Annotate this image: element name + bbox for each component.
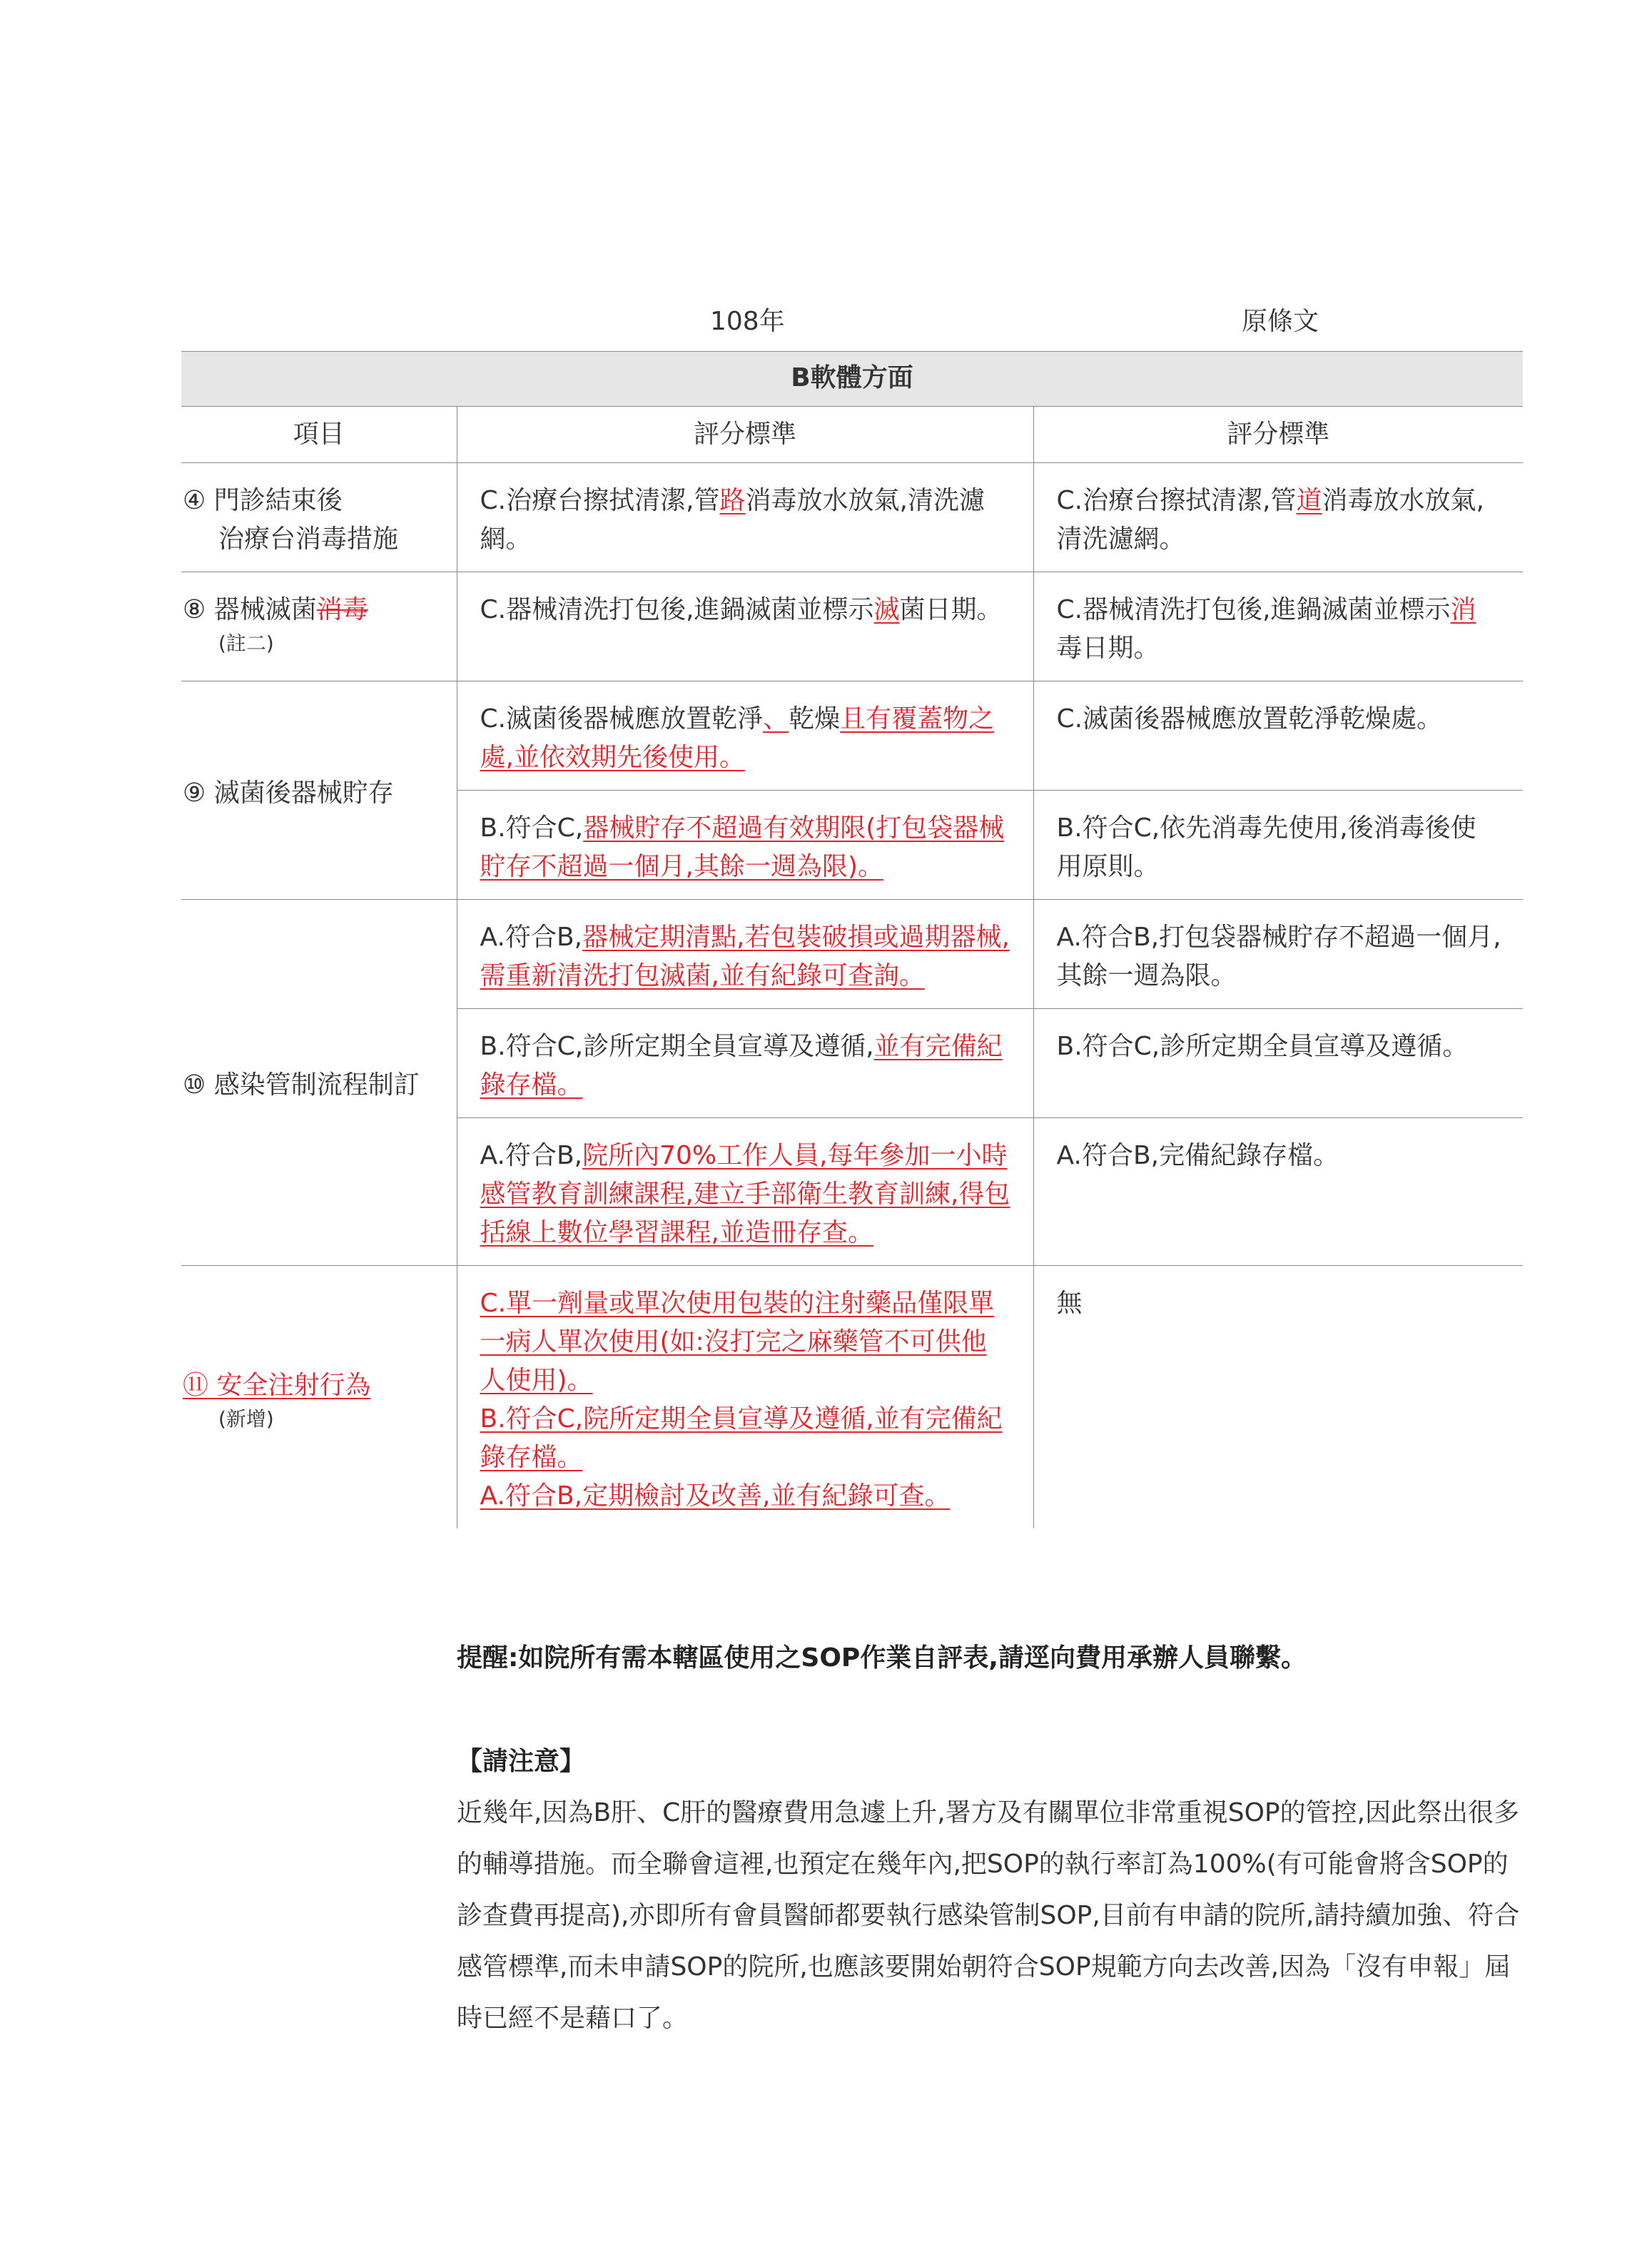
item-cell: ⑩ 感染管制流程制訂 [181,900,457,1266]
criteria-orig-cell: A.符合B,打包袋器械貯存不超過一個月,其餘一週為限。 [1033,900,1523,1009]
text: C.器械清洗打包後,進鍋滅菌並標示 [1056,595,1451,624]
item-cell: ⑨ 滅菌後器械貯存 [181,681,457,900]
notice-heading: 【請注意】 [457,1747,586,1776]
criteria-108-cell [457,791,1033,900]
changed-text: 且有覆蓋物之處,並依效期先後使用。 [480,704,995,772]
criteria-108-cell [457,681,1033,791]
text: 菌日期。 [899,595,1003,624]
item-label: 門診結束後 [213,486,343,515]
criteria-table [181,351,1523,1528]
item-number: ④ [183,486,206,515]
text: B.符合C,診所定期全員宣導及遵循, [480,1032,874,1061]
item-cell [181,463,457,572]
text: 毒日期。 [1056,634,1160,663]
changed-text: B.符合C,院所定期全員宣導及遵循,並有完備紀錄存檔。 [480,1404,1003,1472]
table-row [181,572,1523,681]
changed-text: 、 [763,704,789,734]
text: C.治療台擦拭清潔,管 [480,486,720,515]
table-row [181,900,1523,1009]
table-row [181,1266,1523,1529]
column-header-row [181,407,1523,463]
col-criteria-108-header: 評分標準 [457,407,1033,463]
criteria-orig-cell: B.符合C,依先消毒先使用,後消毒後使用原則。 [1033,791,1523,900]
item-label: 器械滅菌 [213,595,317,624]
criteria-108-cell [457,463,1033,572]
item-note: (註二) [218,631,274,655]
item-number: ⑧ [183,595,206,624]
changed-text: 消 [1450,595,1476,624]
item-label: ⑪ 安全注射行為 [183,1371,371,1400]
deleted-text: 消毒 [316,595,368,624]
text: 乾燥 [789,704,841,734]
item-line-2: 治療台消毒措施 [218,524,399,554]
item-cell [181,572,457,681]
changed-text: 滅 [873,595,900,624]
section-title: B軟體方面 [181,352,1523,407]
text: A.符合B, [480,923,583,952]
changed-text: 院所內70%工作人員,每年參加一小時感管教育訓練課程,建立手部衛生教育訓練,得包括線上數位學習課程,並造冊存查。 [480,1141,1010,1247]
criteria-108-cell [457,900,1033,1009]
item-line [183,482,450,520]
criteria-108-cell [457,1009,1033,1118]
changed-text: 路 [719,486,746,515]
criteria-108-cell [457,1118,1033,1266]
text: C.滅菌後器械應放置乾淨 [480,704,764,734]
item-cell [181,1266,457,1529]
text: C.治療台擦拭清潔,管 [1056,486,1297,515]
changed-text: 並有完備紀錄存檔。 [480,1032,1003,1100]
col-item-header: 項目 [181,407,457,463]
criteria-orig-cell: B.符合C,診所定期全員宣導及遵循。 [1033,1009,1523,1118]
text: C.器械清洗打包後,進鍋滅菌並標示 [480,595,874,624]
text: 消毒放水放氣,清洗濾網。 [480,486,985,554]
criteria-orig-cell: A.符合B,完備紀錄存檔。 [1033,1118,1523,1266]
changed-text: 器械貯存不超過有效期限(打包袋器械貯存不超過一個月,其餘一週為限)。 [480,813,1005,881]
changed-text: C.單一劑量或單次使用包裝的注射藥品僅限單一病人單次使用(如:沒打完之麻藥管不可供他人使用)。 [480,1289,995,1395]
changed-text: 器械定期清點,若包裝破損或過期器械,需重新清洗打包滅菌,並有紀錄可查詢。 [480,923,1010,990]
section-row [181,352,1523,407]
criteria-108-cell [457,1266,1033,1529]
header-108: 108年 [710,307,785,336]
text: A.符合B, [480,1141,583,1170]
changed-text: A.符合B,定期檢討及改善,並有紀錄可查。 [480,1481,951,1511]
table-row [181,681,1523,791]
changed-text: 道 [1296,486,1322,515]
criteria-orig-cell: C.滅菌後器械應放置乾淨乾燥處。 [1033,681,1523,791]
reminder-text: 提醒:如院所有需本轄區使用之SOP作業自評表,請逕向費用承辦人員聯繫。 [457,1643,1307,1673]
criteria-orig-cell [1033,572,1523,681]
criteria-orig-cell [1033,463,1523,572]
table-row [181,463,1523,572]
item-note: (新增) [218,1407,274,1431]
col-criteria-orig-header: 評分標準 [1033,407,1523,463]
text: B.符合C, [480,813,584,843]
header-original: 原條文 [1242,307,1319,336]
item-line [183,591,450,629]
text: 消毒放水放氣,清洗濾網。 [1056,486,1484,554]
criteria-orig-cell: 無 [1056,1289,1083,1318]
notice-body: 近幾年,因為B肝、C肝的醫療費用急遽上升,署方及有關單位非常重視SOP的管控,因此祭出很多的輔導措施。而全聯會這裡,也預定在幾年內,把SOP的執行率訂為100%(有可能會將含SOP的診查費再提高),亦即所有會員醫師都要執行感染管制SOP,目前有申請的院所,請持續加強、符合感管標準,而未申請SOP的院所,也應該要開始朝符合SOP規範方向去改善,因為「沒有申報」屆時已經不是藉口了。 [457,1798,1520,2033]
criteria-108-cell [457,572,1033,681]
